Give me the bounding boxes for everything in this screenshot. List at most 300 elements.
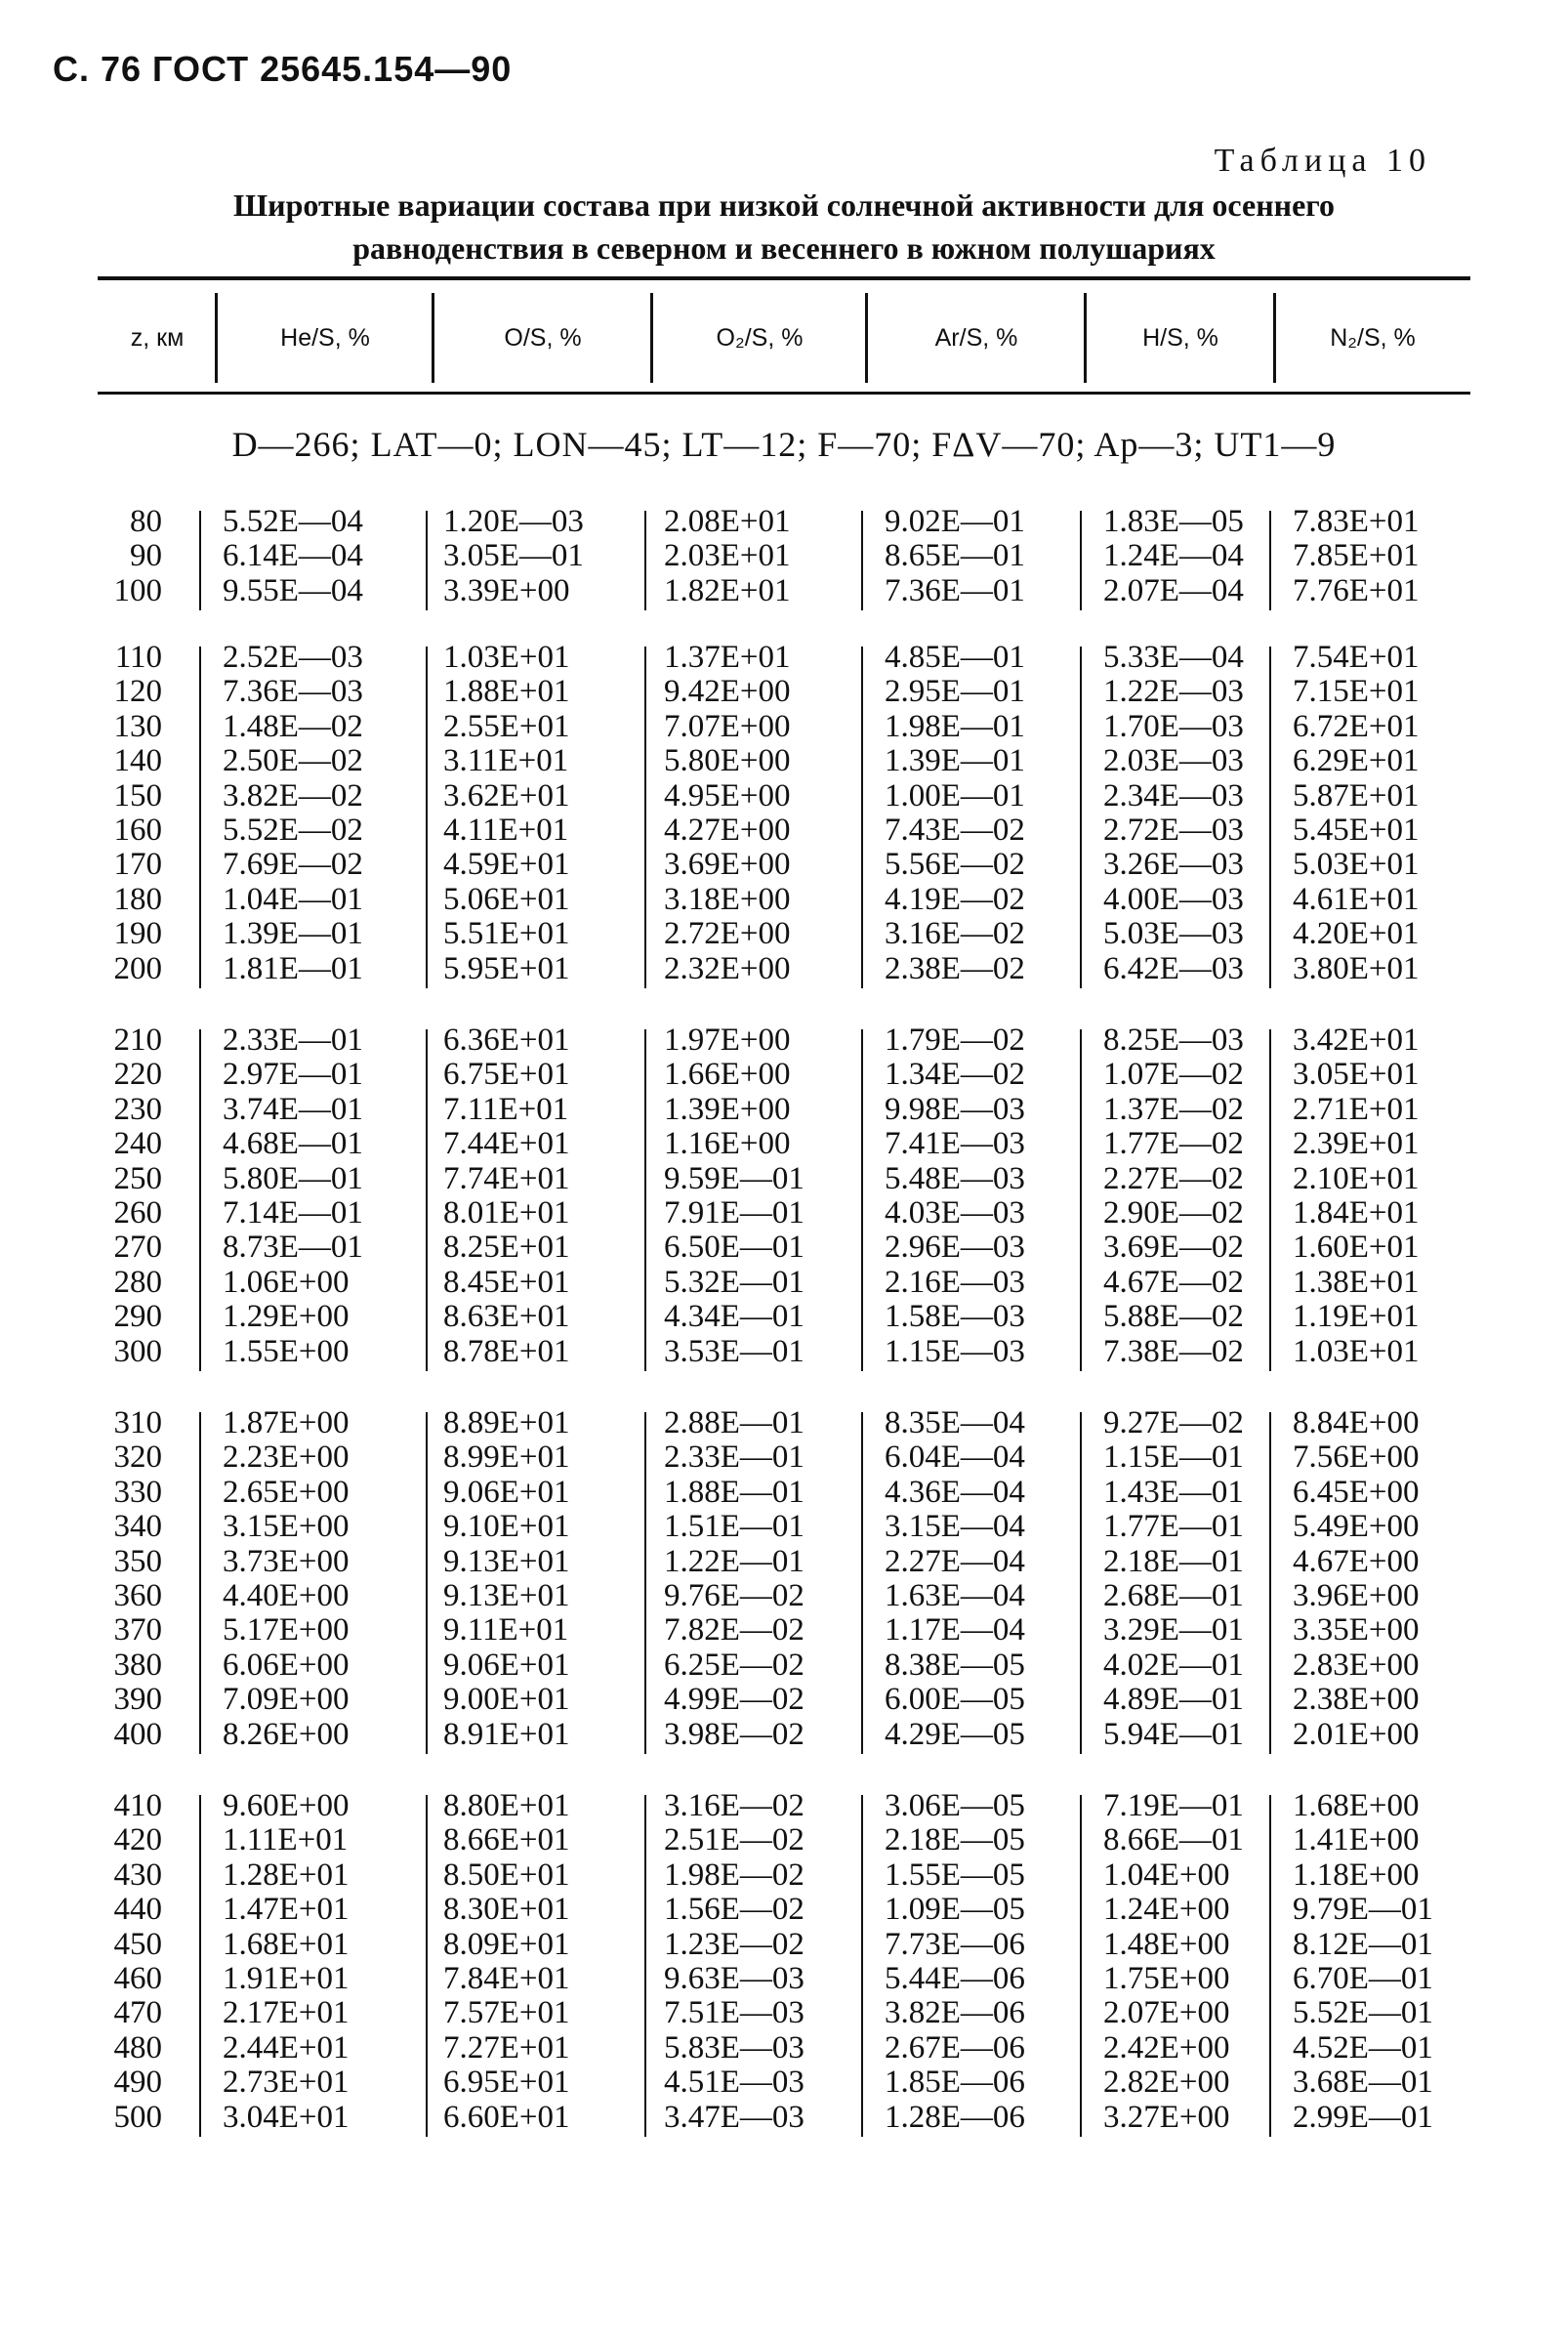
value-cell: 2.32E+00	[664, 950, 791, 986]
value-cell: 3.18E+00	[664, 881, 791, 917]
column-header: He/S, %	[280, 323, 370, 352]
value-cell: 5.48E—03	[885, 1160, 1025, 1196]
value-cell: 1.34E—02	[885, 1057, 1025, 1093]
column-header: z, км	[130, 323, 185, 352]
value-cell: 7.83E+01	[1293, 504, 1420, 539]
column-divider	[1080, 511, 1082, 610]
altitude-cell: 170	[113, 847, 162, 883]
value-cell: 3.82E—02	[223, 777, 363, 814]
value-cell: 2.39E+01	[1293, 1126, 1420, 1162]
column-divider	[1080, 647, 1082, 988]
column-divider	[861, 511, 863, 610]
value-cell: 1.20E—03	[443, 504, 584, 539]
value-cell: 1.22E—03	[1103, 674, 1244, 710]
altitude-cell: 210	[113, 1022, 162, 1058]
value-cell: 8.78E+01	[443, 1333, 570, 1369]
value-cell: 8.63E+01	[443, 1299, 570, 1335]
value-cell: 7.74E+01	[443, 1160, 570, 1196]
value-cell: 7.14E—01	[223, 1195, 363, 1231]
value-cell: 2.10E+01	[1293, 1160, 1420, 1196]
altitude-cell: 120	[113, 674, 162, 710]
column-divider	[1273, 293, 1276, 383]
column-divider	[650, 293, 653, 383]
value-cell: 2.08E+01	[664, 504, 791, 539]
value-cell: 1.03E+01	[443, 640, 570, 675]
value-cell: 3.73E+00	[223, 1543, 350, 1579]
value-cell: 7.27E+01	[443, 2029, 570, 2066]
column-header: O₂/S, %	[716, 323, 804, 352]
column-divider	[215, 293, 218, 383]
value-cell: 1.19E+01	[1293, 1299, 1420, 1335]
value-cell: 1.79E—02	[885, 1022, 1025, 1058]
value-cell: 2.82E+00	[1103, 2065, 1230, 2101]
page-header: С. 76 ГОСТ 25645.154—90	[53, 49, 513, 89]
value-cell: 3.06E—05	[885, 1788, 1025, 1823]
column-divider	[644, 1412, 646, 1754]
table-row	[98, 1823, 1470, 1857]
value-cell: 1.15E—03	[885, 1333, 1025, 1369]
value-cell: 2.72E—03	[1103, 813, 1244, 848]
altitude-cell: 480	[113, 2029, 162, 2066]
altitude-cell: 240	[113, 1126, 162, 1162]
table-row	[98, 1093, 1470, 1127]
value-cell: 3.15E+00	[223, 1509, 350, 1545]
value-cell: 2.90E—02	[1103, 1195, 1244, 1231]
value-cell: 8.35E—04	[885, 1405, 1025, 1440]
value-cell: 2.51E—02	[664, 1822, 805, 1858]
value-cell: 6.25E—02	[664, 1647, 805, 1683]
value-cell: 4.59E+01	[443, 847, 570, 883]
value-cell: 8.66E+01	[443, 1822, 570, 1858]
table-row	[98, 710, 1470, 744]
column-divider	[1269, 1795, 1271, 2137]
value-cell: 1.68E+01	[223, 1926, 350, 1962]
value-cell: 1.83E—05	[1103, 504, 1244, 539]
value-cell: 8.73E—01	[223, 1230, 363, 1266]
value-cell: 4.27E+00	[664, 813, 791, 848]
table-row	[98, 675, 1470, 709]
value-cell: 3.96E+00	[1293, 1578, 1420, 1613]
value-cell: 2.44E+01	[223, 2029, 350, 2066]
value-cell: 2.72E+00	[664, 916, 791, 952]
table-row	[98, 1996, 1470, 2030]
value-cell: 4.95E+00	[664, 777, 791, 814]
value-cell: 5.83E—03	[664, 2029, 805, 2066]
value-cell: 3.74E—01	[223, 1091, 363, 1127]
table-row	[98, 2031, 1470, 2066]
column-divider	[861, 1412, 863, 1754]
value-cell: 4.20E+01	[1293, 916, 1420, 952]
value-cell: 3.42E+01	[1293, 1022, 1420, 1058]
value-cell: 1.24E—04	[1103, 538, 1244, 574]
value-cell: 1.28E+01	[223, 1857, 350, 1893]
value-cell: 8.91E+01	[443, 1716, 570, 1752]
value-cell: 6.14E—04	[223, 538, 363, 574]
altitude-cell: 500	[113, 2099, 162, 2135]
value-cell: 4.51E—03	[664, 2065, 805, 2101]
value-cell: 2.68E—01	[1103, 1578, 1244, 1613]
value-cell: 1.63E—04	[885, 1578, 1025, 1613]
value-cell: 4.68E—01	[223, 1126, 363, 1162]
value-cell: 9.10E+01	[443, 1509, 570, 1545]
table-row	[98, 1476, 1470, 1510]
value-cell: 2.38E+00	[1293, 1682, 1420, 1718]
value-cell: 9.42E+00	[664, 674, 791, 710]
table-row	[98, 1510, 1470, 1544]
value-cell: 1.81E—01	[223, 950, 363, 986]
value-cell: 1.11E+01	[223, 1822, 349, 1858]
value-cell: 5.56E—02	[885, 847, 1025, 883]
row-group	[98, 505, 1470, 608]
value-cell: 1.77E—01	[1103, 1509, 1244, 1545]
value-cell: 3.05E—01	[443, 538, 584, 574]
value-cell: 7.38E—02	[1103, 1333, 1244, 1369]
value-cell: 2.50E—02	[223, 743, 363, 779]
column-divider	[1080, 1412, 1082, 1754]
value-cell: 1.03E+01	[1293, 1333, 1420, 1369]
value-cell: 9.27E—02	[1103, 1405, 1244, 1440]
value-cell: 1.29E+00	[223, 1299, 350, 1335]
value-cell: 6.50E—01	[664, 1230, 805, 1266]
value-cell: 8.65E—01	[885, 538, 1025, 574]
value-cell: 5.80E+00	[664, 743, 791, 779]
value-cell: 8.99E+01	[443, 1440, 570, 1476]
column-divider	[199, 1029, 201, 1371]
altitude-cell: 130	[113, 708, 162, 744]
value-cell: 1.82E+01	[664, 572, 791, 608]
value-cell: 1.15E—01	[1103, 1440, 1244, 1476]
value-cell: 7.09E+00	[223, 1682, 350, 1718]
value-cell: 9.79E—01	[1293, 1892, 1433, 1928]
table-row	[98, 539, 1470, 573]
value-cell: 1.58E—03	[885, 1299, 1025, 1335]
value-cell: 4.36E—04	[885, 1474, 1025, 1510]
table-row	[98, 1858, 1470, 1893]
value-cell: 3.39E+00	[443, 572, 570, 608]
value-cell: 1.88E+01	[443, 674, 570, 710]
value-cell: 1.16E+00	[664, 1126, 791, 1162]
altitude-cell: 80	[130, 504, 162, 539]
column-divider	[426, 1029, 428, 1371]
value-cell: 2.07E—04	[1103, 572, 1244, 608]
value-cell: 7.19E—01	[1103, 1788, 1244, 1823]
value-cell: 6.42E—03	[1103, 950, 1244, 986]
value-cell: 3.04E+01	[223, 2099, 350, 2135]
altitude-cell: 490	[113, 2065, 162, 2101]
value-cell: 2.03E+01	[664, 538, 791, 574]
column-divider	[1269, 1029, 1271, 1371]
value-cell: 5.06E+01	[443, 881, 570, 917]
value-cell: 2.27E—04	[885, 1543, 1025, 1579]
table-row	[98, 917, 1470, 951]
column-divider	[426, 1795, 428, 2137]
value-cell: 6.04E—04	[885, 1440, 1025, 1476]
row-group	[98, 1023, 1470, 1369]
value-cell: 9.06E+01	[443, 1647, 570, 1683]
column-divider	[1080, 1795, 1082, 2137]
table-row	[98, 1613, 1470, 1648]
value-cell: 5.49E+00	[1293, 1509, 1420, 1545]
value-cell: 1.38E+01	[1293, 1264, 1420, 1300]
value-cell: 1.28E—06	[885, 2099, 1025, 2135]
value-cell: 7.36E—03	[223, 674, 363, 710]
altitude-cell: 90	[130, 538, 162, 574]
value-cell: 8.80E+01	[443, 1788, 570, 1823]
table-title-line-2: равноденствия в северном и весеннего в южном полушариях	[352, 230, 1216, 266]
altitude-cell: 460	[113, 1961, 162, 1996]
table-row	[98, 574, 1470, 608]
column-divider	[199, 1795, 201, 2137]
value-cell: 3.16E—02	[885, 916, 1025, 952]
value-cell: 6.95E+01	[443, 2065, 570, 2101]
value-cell: 7.07E+00	[664, 708, 791, 744]
value-cell: 5.32E—01	[664, 1264, 805, 1300]
value-cell: 3.35E+00	[1293, 1612, 1420, 1648]
value-cell: 1.43E—01	[1103, 1474, 1244, 1510]
table-row	[98, 848, 1470, 882]
value-cell: 7.11E+01	[443, 1091, 569, 1127]
value-cell: 3.29E—01	[1103, 1612, 1244, 1648]
value-cell: 1.55E+00	[223, 1333, 350, 1369]
value-cell: 7.57E+01	[443, 1995, 570, 2031]
value-cell: 3.11E+01	[443, 743, 569, 779]
value-cell: 8.01E+01	[443, 1195, 570, 1231]
value-cell: 1.68E+00	[1293, 1788, 1420, 1823]
value-cell: 8.50E+01	[443, 1857, 570, 1893]
altitude-cell: 320	[113, 1440, 162, 1476]
value-cell: 9.11E+01	[443, 1612, 569, 1648]
value-cell: 7.73E—06	[885, 1926, 1025, 1962]
table-row	[98, 1545, 1470, 1579]
value-cell: 1.48E—02	[223, 708, 363, 744]
value-cell: 4.02E—01	[1103, 1647, 1244, 1683]
value-cell: 3.69E—02	[1103, 1230, 1244, 1266]
altitude-cell: 290	[113, 1299, 162, 1335]
altitude-cell: 370	[113, 1612, 162, 1648]
altitude-cell: 430	[113, 1857, 162, 1893]
value-cell: 1.91E+01	[223, 1961, 350, 1996]
value-cell: 5.45E+01	[1293, 813, 1420, 848]
column-divider	[1269, 1412, 1271, 1754]
value-cell: 8.89E+01	[443, 1405, 570, 1440]
value-cell: 6.60E+01	[443, 2099, 570, 2135]
value-cell: 1.00E—01	[885, 777, 1025, 814]
altitude-cell: 300	[113, 1333, 162, 1369]
altitude-cell: 190	[113, 916, 162, 952]
value-cell: 2.83E+00	[1293, 1647, 1420, 1683]
value-cell: 5.80E—01	[223, 1160, 363, 1196]
value-cell: 2.23E+00	[223, 1440, 350, 1476]
value-cell: 1.39E+00	[664, 1091, 791, 1127]
value-cell: 7.76E+01	[1293, 572, 1420, 608]
value-cell: 9.00E+01	[443, 1682, 570, 1718]
value-cell: 3.98E—02	[664, 1716, 805, 1752]
value-cell: 7.43E—02	[885, 813, 1025, 848]
row-group	[98, 1789, 1470, 2135]
table-row	[98, 1962, 1470, 1996]
altitude-cell: 180	[113, 881, 162, 917]
value-cell: 2.03E—03	[1103, 743, 1244, 779]
value-cell: 9.13E+01	[443, 1578, 570, 1613]
value-cell: 1.98E—01	[885, 708, 1025, 744]
value-cell: 6.36E+01	[443, 1022, 570, 1058]
value-cell: 3.47E—03	[664, 2099, 805, 2135]
table-title-line-1: Широтные вариации состава при низкой солнечной активности для осеннего	[232, 188, 1335, 223]
value-cell: 3.62E+01	[443, 777, 570, 814]
value-cell: 5.03E+01	[1293, 847, 1420, 883]
altitude-cell: 390	[113, 1682, 162, 1718]
value-cell: 1.51E—01	[664, 1509, 805, 1545]
table-row	[98, 641, 1470, 675]
altitude-cell: 250	[113, 1160, 162, 1196]
value-cell: 1.22E—01	[664, 1543, 805, 1579]
column-divider	[426, 1412, 428, 1754]
value-cell: 2.96E—03	[885, 1230, 1025, 1266]
table-row	[98, 1406, 1470, 1440]
row-group	[98, 641, 1470, 986]
value-cell: 7.54E+01	[1293, 640, 1420, 675]
value-cell: 5.88E—02	[1103, 1299, 1244, 1335]
value-cell: 1.18E+00	[1293, 1857, 1420, 1893]
table-row	[98, 1928, 1470, 1962]
column-divider	[644, 511, 646, 610]
value-cell: 9.98E—03	[885, 1091, 1025, 1127]
value-cell: 7.44E+01	[443, 1126, 570, 1162]
altitude-cell: 100	[113, 572, 162, 608]
value-cell: 8.25E+01	[443, 1230, 570, 1266]
table-row	[98, 1023, 1470, 1058]
column-divider	[865, 293, 868, 383]
column-divider	[1269, 511, 1271, 610]
value-cell: 9.60E+00	[223, 1788, 350, 1823]
value-cell: 1.06E+00	[223, 1264, 350, 1300]
value-cell: 1.55E—05	[885, 1857, 1025, 1893]
altitude-cell: 350	[113, 1543, 162, 1579]
table-row	[98, 1579, 1470, 1613]
value-cell: 1.41E+00	[1293, 1822, 1420, 1858]
table-row	[98, 1300, 1470, 1334]
table-row	[98, 883, 1470, 917]
value-cell: 5.17E+00	[223, 1612, 350, 1648]
table-row	[98, 952, 1470, 986]
value-cell: 7.41E—03	[885, 1126, 1025, 1162]
column-divider	[426, 647, 428, 988]
row-group	[98, 1406, 1470, 1752]
value-cell: 9.76E—02	[664, 1578, 805, 1613]
value-cell: 1.47E+01	[223, 1892, 350, 1928]
table-row	[98, 744, 1470, 778]
value-cell: 8.26E+00	[223, 1716, 350, 1752]
value-cell: 2.55E+01	[443, 708, 570, 744]
value-cell: 2.88E—01	[664, 1405, 805, 1440]
altitude-cell: 450	[113, 1926, 162, 1962]
value-cell: 1.17E—04	[885, 1612, 1025, 1648]
altitude-cell: 380	[113, 1647, 162, 1683]
column-divider	[199, 511, 201, 610]
value-cell: 2.33E—01	[223, 1022, 363, 1058]
altitude-cell: 220	[113, 1057, 162, 1093]
value-cell: 1.24E+00	[1103, 1892, 1230, 1928]
value-cell: 5.52E—01	[1293, 1995, 1433, 2031]
value-cell: 2.27E—02	[1103, 1160, 1244, 1196]
value-cell: 8.45E+01	[443, 1264, 570, 1300]
value-cell: 1.77E—02	[1103, 1126, 1244, 1162]
value-cell: 1.56E—02	[664, 1892, 805, 1928]
value-cell: 3.82E—06	[885, 1995, 1025, 2031]
table-title	[98, 184, 1470, 270]
column-divider	[644, 647, 646, 988]
value-cell: 1.75E+00	[1103, 1961, 1230, 1996]
value-cell: 7.91E—01	[664, 1195, 805, 1231]
value-cell: 7.69E—02	[223, 847, 363, 883]
column-divider	[199, 1412, 201, 1754]
table-top-rule	[98, 276, 1470, 280]
value-cell: 9.13E+01	[443, 1543, 570, 1579]
value-cell: 1.09E—05	[885, 1892, 1025, 1928]
value-cell: 6.72E+01	[1293, 708, 1420, 744]
table-row	[98, 779, 1470, 814]
value-cell: 2.01E+00	[1293, 1716, 1420, 1752]
altitude-cell: 330	[113, 1474, 162, 1510]
value-cell: 1.85E—06	[885, 2065, 1025, 2101]
value-cell: 2.67E—06	[885, 2029, 1025, 2066]
altitude-cell: 260	[113, 1195, 162, 1231]
value-cell: 9.59E—01	[664, 1160, 805, 1196]
value-cell: 8.25E—03	[1103, 1022, 1244, 1058]
value-cell: 8.84E+00	[1293, 1405, 1420, 1440]
table-row	[98, 1162, 1470, 1196]
value-cell: 7.56E+00	[1293, 1440, 1420, 1476]
value-cell: 1.37E+01	[664, 640, 791, 675]
column-divider	[1080, 1029, 1082, 1371]
value-cell: 4.19E—02	[885, 881, 1025, 917]
table-row	[98, 1648, 1470, 1683]
value-cell: 1.84E+01	[1293, 1195, 1420, 1231]
column-divider	[432, 293, 434, 383]
value-cell: 1.98E—02	[664, 1857, 805, 1893]
column-divider	[1269, 647, 1271, 988]
value-cell: 4.34E—01	[664, 1299, 805, 1335]
altitude-cell: 110	[114, 640, 162, 675]
table-row	[98, 1231, 1470, 1265]
altitude-cell: 230	[113, 1091, 162, 1127]
table-row	[98, 1440, 1470, 1475]
value-cell: 3.16E—02	[664, 1788, 805, 1823]
table-row	[98, 814, 1470, 848]
value-cell: 6.00E—05	[885, 1682, 1025, 1718]
altitude-cell: 200	[113, 950, 162, 986]
value-cell: 5.87E+01	[1293, 777, 1420, 814]
value-cell: 5.03E—03	[1103, 916, 1244, 952]
value-cell: 3.68E—01	[1293, 2065, 1433, 2101]
column-header: H/S, %	[1142, 323, 1218, 352]
table-row	[98, 2066, 1470, 2100]
value-cell: 8.38E—05	[885, 1647, 1025, 1683]
column-header: O/S, %	[504, 323, 582, 352]
value-cell: 3.69E+00	[664, 847, 791, 883]
value-cell: 2.18E—01	[1103, 1543, 1244, 1579]
value-cell: 1.37E—02	[1103, 1091, 1244, 1127]
value-cell: 2.17E+01	[223, 1995, 350, 2031]
value-cell: 5.95E+01	[443, 950, 570, 986]
value-cell: 6.70E—01	[1293, 1961, 1433, 1996]
value-cell: 2.38E—02	[885, 950, 1025, 986]
value-cell: 4.29E—05	[885, 1716, 1025, 1752]
altitude-cell: 400	[113, 1716, 162, 1752]
value-cell: 3.53E—01	[664, 1333, 805, 1369]
value-cell: 4.67E—02	[1103, 1264, 1244, 1300]
value-cell: 9.02E—01	[885, 504, 1025, 539]
